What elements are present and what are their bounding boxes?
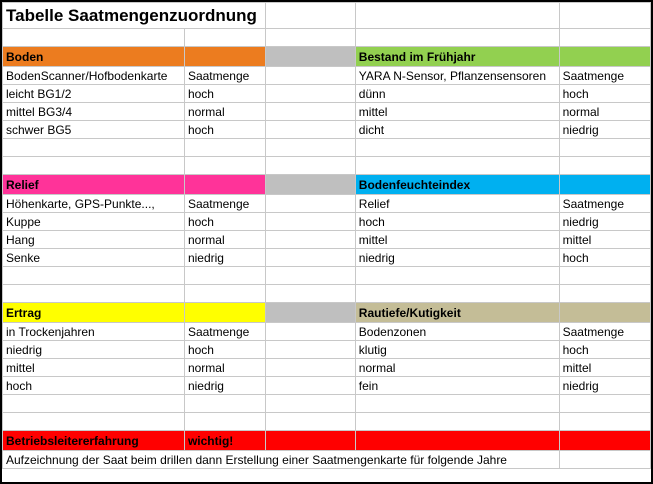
empty-cell[interactable] [265, 323, 355, 341]
empty-cell[interactable] [265, 341, 355, 359]
empty-cell[interactable] [559, 413, 650, 431]
rautiefe-cell[interactable]: klutig [355, 341, 559, 359]
rautiefe-cell[interactable]: normal [355, 359, 559, 377]
boden-header-fill[interactable] [184, 47, 265, 67]
bestand-cell[interactable]: Saatmenge [559, 67, 650, 85]
empty-cell[interactable] [355, 413, 559, 431]
empty-cell[interactable] [265, 413, 355, 431]
rautiefe-cell[interactable]: niedrig [559, 377, 650, 395]
empty-cell[interactable] [184, 157, 265, 175]
bestand-cell[interactable]: dünn [355, 85, 559, 103]
spacer-cell[interactable] [265, 175, 355, 195]
betrieb-note[interactable]: wichtig! [184, 431, 265, 451]
empty-cell[interactable] [559, 267, 650, 285]
empty-cell[interactable] [184, 139, 265, 157]
boden-cell[interactable]: hoch [184, 121, 265, 139]
empty-cell[interactable] [355, 139, 559, 157]
empty-cell[interactable] [355, 267, 559, 285]
empty-cell[interactable] [265, 267, 355, 285]
boden-cell[interactable]: leicht BG1/2 [3, 85, 185, 103]
empty-cell[interactable] [265, 67, 355, 85]
empty-cell[interactable] [184, 267, 265, 285]
relief-cell[interactable]: Höhenkarte, GPS-Punkte..., [3, 195, 185, 213]
relief-cell[interactable]: hoch [184, 213, 265, 231]
ertrag-cell[interactable]: hoch [184, 341, 265, 359]
empty-cell[interactable] [265, 195, 355, 213]
empty-cell[interactable] [265, 121, 355, 139]
relief-cell[interactable]: Hang [3, 231, 185, 249]
bestand-cell[interactable]: hoch [559, 85, 650, 103]
bestand-cell[interactable]: niedrig [559, 121, 650, 139]
seed-rate-table [2, 2, 651, 469]
bodenfeuchte-cell[interactable]: mittel [355, 231, 559, 249]
ertrag-header-fill[interactable] [184, 303, 265, 323]
relief-header[interactable]: Relief [3, 175, 185, 195]
empty-cell[interactable] [559, 451, 650, 469]
bestand-header-fill[interactable] [559, 47, 650, 67]
empty-cell[interactable] [265, 3, 355, 29]
empty-cell[interactable] [3, 157, 185, 175]
bodenfeuchte-cell[interactable]: Saatmenge [559, 195, 650, 213]
bestand-header[interactable]: Bestand im Frühjahr [355, 47, 559, 67]
ertrag-cell[interactable]: in Trockenjahren [3, 323, 185, 341]
boden-header[interactable]: Boden [3, 47, 185, 67]
empty-cell[interactable] [3, 139, 185, 157]
relief-cell[interactable]: normal [184, 231, 265, 249]
rautiefe-cell[interactable]: Saatmenge [559, 323, 650, 341]
ertrag-cell[interactable]: niedrig [184, 377, 265, 395]
empty-cell[interactable] [355, 3, 559, 29]
boden-cell[interactable]: schwer BG5 [3, 121, 185, 139]
empty-cell[interactable] [265, 285, 355, 303]
ertrag-cell[interactable]: Saatmenge [184, 323, 265, 341]
empty-cell[interactable] [355, 285, 559, 303]
rautiefe-cell[interactable]: hoch [559, 341, 650, 359]
ertrag-cell[interactable]: normal [184, 359, 265, 377]
spacer-cell[interactable] [265, 47, 355, 67]
empty-cell[interactable] [265, 139, 355, 157]
rautiefe-cell[interactable]: Bodenzonen [355, 323, 559, 341]
betrieb-header-fill[interactable] [559, 431, 650, 451]
bodenfeuchte-cell[interactable]: hoch [355, 213, 559, 231]
empty-cell[interactable] [559, 29, 650, 47]
boden-cell[interactable]: normal [184, 103, 265, 121]
bestand-cell[interactable]: dicht [355, 121, 559, 139]
empty-cell[interactable] [3, 29, 185, 47]
empty-cell[interactable] [355, 395, 559, 413]
relief-cell[interactable]: Kuppe [3, 213, 185, 231]
bestand-cell[interactable]: YARA N-Sensor, Pflanzensensoren [355, 67, 559, 85]
relief-cell[interactable]: Saatmenge [184, 195, 265, 213]
bodenfeuchte-cell[interactable]: mittel [559, 231, 650, 249]
empty-cell[interactable] [559, 139, 650, 157]
betrieb-header-fill[interactable] [265, 431, 355, 451]
empty-cell[interactable] [265, 377, 355, 395]
empty-cell[interactable] [265, 231, 355, 249]
bodenfeuchte-cell[interactable]: niedrig [355, 249, 559, 267]
ertrag-cell[interactable]: niedrig [3, 341, 185, 359]
empty-cell[interactable] [184, 395, 265, 413]
empty-cell[interactable] [3, 413, 185, 431]
betrieb-description[interactable]: Aufzeichnung der Saat beim drillen dann Erstellung einer Saatmengenkarte für folgende Jahre [3, 451, 560, 469]
boden-cell[interactable]: mittel BG3/4 [3, 103, 185, 121]
empty-cell[interactable] [265, 249, 355, 267]
empty-cell[interactable] [3, 267, 185, 285]
bodenfeuchte-cell[interactable]: niedrig [559, 213, 650, 231]
empty-cell[interactable] [559, 3, 650, 29]
empty-cell[interactable] [265, 157, 355, 175]
ertrag-header[interactable]: Ertrag [3, 303, 185, 323]
empty-cell[interactable] [265, 85, 355, 103]
empty-cell[interactable] [265, 395, 355, 413]
empty-cell[interactable] [265, 103, 355, 121]
relief-cell[interactable]: Senke [3, 249, 185, 267]
bodenfeuchte-header[interactable]: Bodenfeuchteindex [355, 175, 559, 195]
empty-cell[interactable] [559, 395, 650, 413]
empty-cell[interactable] [559, 157, 650, 175]
empty-cell[interactable] [3, 395, 185, 413]
rautiefe-cell[interactable]: mittel [559, 359, 650, 377]
relief-header-fill[interactable] [184, 175, 265, 195]
rautiefe-header[interactable]: Rautiefe/Kutigkeit [355, 303, 559, 323]
betrieb-header-fill[interactable] [355, 431, 559, 451]
relief-cell[interactable]: niedrig [184, 249, 265, 267]
empty-cell[interactable] [355, 157, 559, 175]
bodenfeuchte-header-fill[interactable] [559, 175, 650, 195]
rautiefe-cell[interactable]: fein [355, 377, 559, 395]
boden-cell[interactable]: BodenScanner/Hofbodenkarte [3, 67, 185, 85]
empty-cell[interactable] [265, 29, 355, 47]
rautiefe-header-fill[interactable] [559, 303, 650, 323]
bestand-cell[interactable]: mittel [355, 103, 559, 121]
empty-cell[interactable] [3, 285, 185, 303]
bodenfeuchte-cell[interactable]: Relief [355, 195, 559, 213]
empty-cell[interactable] [265, 359, 355, 377]
empty-cell[interactable] [355, 29, 559, 47]
boden-cell[interactable]: Saatmenge [184, 67, 265, 85]
empty-cell[interactable] [184, 413, 265, 431]
betrieb-header[interactable]: Betriebsleitererfahrung [3, 431, 185, 451]
spacer-cell[interactable] [265, 303, 355, 323]
empty-cell[interactable] [184, 285, 265, 303]
empty-cell[interactable] [265, 213, 355, 231]
ertrag-cell[interactable]: hoch [3, 377, 185, 395]
empty-cell[interactable] [184, 29, 265, 47]
ertrag-cell[interactable]: mittel [3, 359, 185, 377]
boden-cell[interactable]: hoch [184, 85, 265, 103]
empty-cell[interactable] [559, 285, 650, 303]
page-title: Tabelle Saatmengenzuordnung [3, 3, 266, 29]
bodenfeuchte-cell[interactable]: hoch [559, 249, 650, 267]
bestand-cell[interactable]: normal [559, 103, 650, 121]
